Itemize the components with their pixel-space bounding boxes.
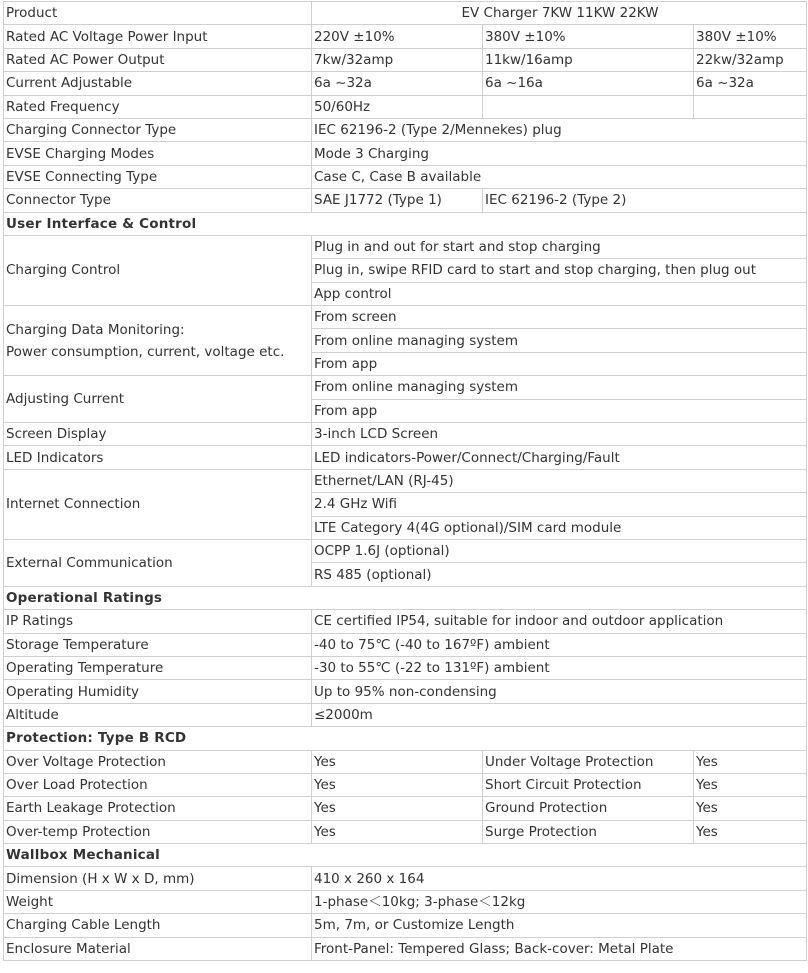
row-label: Ground Protection bbox=[483, 797, 694, 820]
row-label: Charging Control bbox=[4, 235, 312, 305]
table-row bbox=[4, 469, 807, 492]
row-label: Operating Temperature bbox=[4, 656, 312, 679]
cell-value: Ethernet/LAN (RJ-45) bbox=[312, 469, 807, 492]
row-label: Rated Frequency bbox=[4, 95, 312, 118]
cell-value: From app bbox=[312, 399, 807, 422]
cell-value: Front-Panel: Tempered Glass; Back-cover: Metal Plate bbox=[312, 937, 807, 960]
table-row bbox=[4, 633, 807, 656]
row-label: Connector Type bbox=[4, 189, 312, 212]
spec-table bbox=[3, 1, 807, 961]
row-label: Charging Connector Type bbox=[4, 118, 312, 141]
table-row bbox=[4, 656, 807, 679]
row-label-line: Charging Data Monitoring: bbox=[6, 321, 185, 338]
cell-value: 2.4 GHz Wifi bbox=[312, 493, 807, 516]
row-label-line: Power consumption, current, voltage etc. bbox=[6, 343, 285, 360]
cell-value: Yes bbox=[694, 820, 807, 843]
row-label: Rated AC Power Output bbox=[4, 48, 312, 71]
section-header-row bbox=[4, 212, 807, 235]
cell-value: Case C, Case B available bbox=[312, 165, 807, 188]
cell-value: ≤2000m bbox=[312, 703, 807, 726]
product-label: Product bbox=[4, 2, 312, 25]
cell-value: 410 x 260 x 164 bbox=[312, 867, 807, 890]
cell-value: 5m, 7m, or Customize Length bbox=[312, 914, 807, 937]
section-title-text: Wallbox Mechanical bbox=[6, 847, 161, 864]
row-label: Short Circuit Protection bbox=[483, 773, 694, 796]
cell-value: -40 to 75℃ (-40 to 167ºF) ambient bbox=[312, 633, 807, 656]
cell-value: Yes bbox=[694, 750, 807, 773]
cell-value: 6a ~16a bbox=[483, 72, 694, 95]
cell-value: 380V ±10% bbox=[483, 25, 694, 48]
cell-value: Yes bbox=[694, 773, 807, 796]
cell-value: 50/60Hz bbox=[312, 95, 483, 118]
table-row bbox=[4, 423, 807, 446]
row-label: Dimension (H x W x D, mm) bbox=[4, 867, 312, 890]
table-row bbox=[4, 235, 807, 258]
section-header-row bbox=[4, 844, 807, 867]
table-row bbox=[4, 72, 807, 95]
cell-value: From online managing system bbox=[312, 376, 807, 399]
table-row bbox=[4, 610, 807, 633]
table-row bbox=[4, 2, 807, 25]
section-header-row bbox=[4, 586, 807, 609]
table-row bbox=[4, 165, 807, 188]
row-label: Earth Leakage Protection bbox=[4, 797, 312, 820]
cell-value: -30 to 55℃ (-22 to 131ºF) ambient bbox=[312, 656, 807, 679]
row-label: Current Adjustable bbox=[4, 72, 312, 95]
table-row bbox=[4, 48, 807, 71]
cell-value: 380V ±10% bbox=[694, 25, 807, 48]
cell-value bbox=[483, 95, 694, 118]
section-title bbox=[4, 727, 807, 750]
table-row bbox=[4, 890, 807, 913]
row-label: Adjusting Current bbox=[4, 376, 312, 423]
section-title bbox=[4, 586, 807, 609]
cell-value: IEC 62196-2 (Type 2) bbox=[483, 189, 807, 212]
row-label: EVSE Charging Modes bbox=[4, 142, 312, 165]
cell-value: 22kw/32amp bbox=[694, 48, 807, 71]
cell-value: CE certified IP54, suitable for indoor and outdoor application bbox=[312, 610, 807, 633]
cell-value: From app bbox=[312, 352, 807, 375]
table-row bbox=[4, 914, 807, 937]
table-row bbox=[4, 118, 807, 141]
cell-value: Yes bbox=[312, 820, 483, 843]
table-row bbox=[4, 142, 807, 165]
table-row bbox=[4, 539, 807, 562]
table-row bbox=[4, 820, 807, 843]
row-label: Altitude bbox=[4, 703, 312, 726]
cell-value: Mode 3 Charging bbox=[312, 142, 807, 165]
cell-value bbox=[694, 95, 807, 118]
cell-value: Yes bbox=[694, 797, 807, 820]
cell-value: 6a ~32a bbox=[694, 72, 807, 95]
cell-value: From screen bbox=[312, 306, 807, 329]
section-title-text: Operational Ratings bbox=[6, 589, 163, 606]
row-label: IP Ratings bbox=[4, 610, 312, 633]
table-row bbox=[4, 446, 807, 469]
row-label: EVSE Connecting Type bbox=[4, 165, 312, 188]
cell-value: RS 485 (optional) bbox=[312, 563, 807, 586]
row-label: External Communication bbox=[4, 539, 312, 586]
section-title bbox=[4, 844, 807, 867]
cell-value: 1-phase＜10kg; 3-phase＜12kg bbox=[312, 890, 807, 913]
cell-value: Yes bbox=[312, 750, 483, 773]
cell-value: From online managing system bbox=[312, 329, 807, 352]
cell-value: SAE J1772 (Type 1) bbox=[312, 189, 483, 212]
cell-value: Yes bbox=[312, 797, 483, 820]
row-label: Enclosure Material bbox=[4, 937, 312, 960]
section-header-row bbox=[4, 727, 807, 750]
cell-value: 3-inch LCD Screen bbox=[312, 423, 807, 446]
cell-value: Plug in, swipe RFID card to start and stop charging, then plug out bbox=[312, 259, 807, 282]
cell-value: Up to 95% non-condensing bbox=[312, 680, 807, 703]
row-label: Over Voltage Protection bbox=[4, 750, 312, 773]
row-label: LED Indicators bbox=[4, 446, 312, 469]
cell-value: 6a ~32a bbox=[312, 72, 483, 95]
table-row bbox=[4, 25, 807, 48]
table-row bbox=[4, 773, 807, 796]
row-label: Storage Temperature bbox=[4, 633, 312, 656]
section-title-text: Protection: Type B RCD bbox=[6, 730, 187, 747]
table-row bbox=[4, 306, 807, 329]
row-label: Over Load Protection bbox=[4, 773, 312, 796]
product-name: EV Charger 7KW 11KW 22KW bbox=[312, 2, 807, 25]
row-label: Screen Display bbox=[4, 423, 312, 446]
table-row bbox=[4, 680, 807, 703]
row-label bbox=[4, 306, 312, 376]
row-label: Over-temp Protection bbox=[4, 820, 312, 843]
row-label: Internet Connection bbox=[4, 469, 312, 539]
table-row bbox=[4, 189, 807, 212]
row-label: Operating Humidity bbox=[4, 680, 312, 703]
cell-value: LED indicators-Power/Connect/Charging/Fault bbox=[312, 446, 807, 469]
table-row bbox=[4, 937, 807, 960]
table-row bbox=[4, 867, 807, 890]
row-label: Under Voltage Protection bbox=[483, 750, 694, 773]
cell-value: IEC 62196-2 (Type 2/Mennekes) plug bbox=[312, 118, 807, 141]
row-label: Surge Protection bbox=[483, 820, 694, 843]
cell-value: Plug in and out for start and stop charging bbox=[312, 235, 807, 258]
cell-value: App control bbox=[312, 282, 807, 305]
cell-value: LTE Category 4(4G optional)/SIM card module bbox=[312, 516, 807, 539]
cell-value: 11kw/16amp bbox=[483, 48, 694, 71]
table-row bbox=[4, 750, 807, 773]
row-label: Charging Cable Length bbox=[4, 914, 312, 937]
table-row bbox=[4, 95, 807, 118]
row-label: Weight bbox=[4, 890, 312, 913]
cell-value: OCPP 1.6J (optional) bbox=[312, 539, 807, 562]
section-title-text: User Interface & Control bbox=[6, 215, 197, 232]
row-label: Rated AC Voltage Power Input bbox=[4, 25, 312, 48]
section-title bbox=[4, 212, 807, 235]
cell-value: 220V ±10% bbox=[312, 25, 483, 48]
table-row bbox=[4, 376, 807, 399]
table-row bbox=[4, 797, 807, 820]
table-row bbox=[4, 703, 807, 726]
cell-value: Yes bbox=[312, 773, 483, 796]
cell-value: 7kw/32amp bbox=[312, 48, 483, 71]
